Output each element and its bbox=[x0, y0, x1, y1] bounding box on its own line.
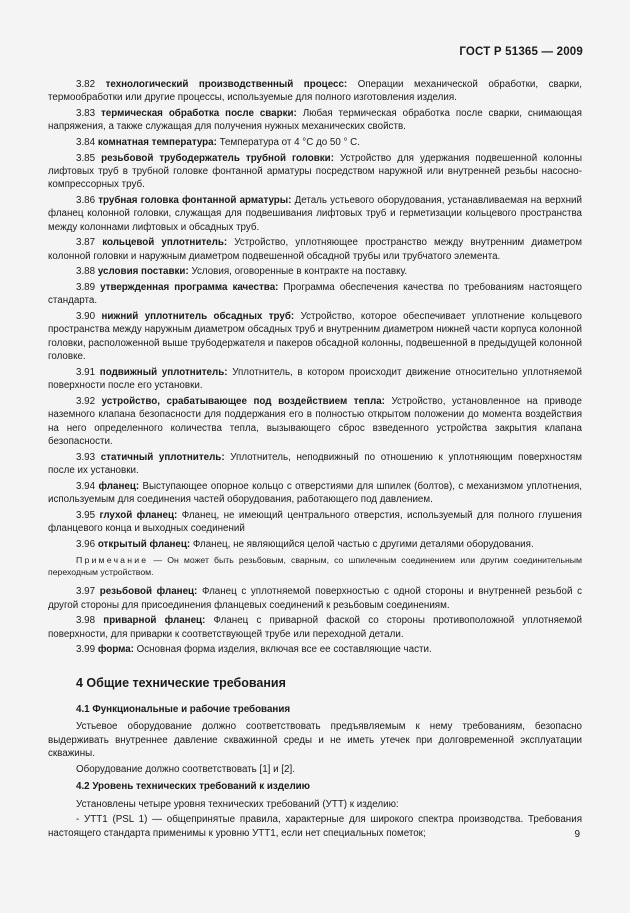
note-text: — Он может быть резьбовым, сварным, со шпилечным соединением или другим соединительным переходным устройством. bbox=[48, 555, 582, 578]
definition-text: Фланец с уплотняемой поверхностью с одной стороны и внутренней резьбой с другой стороны для присоединения фланцевых соединений к резьбовым соединениям. bbox=[48, 586, 582, 611]
definition-number: 3.87 bbox=[76, 237, 96, 249]
definition-text: Устройство, уплотняющее пространство между внутренним диаметром колонной головки и наружным диаметром подвешенной обсадной трубы или трубчатого элемента. bbox=[48, 237, 582, 262]
definition-number: 3.99 bbox=[76, 644, 96, 656]
definition-item bbox=[48, 78, 582, 105]
definition-item bbox=[48, 614, 582, 641]
definition-text: Основная форма изделия, включая все ее составляющие части. bbox=[133, 644, 432, 656]
page-number: 9 bbox=[574, 829, 580, 840]
page-content bbox=[48, 78, 582, 843]
definition-term: нижний уплотнитель обсадных труб: bbox=[101, 311, 295, 322]
definition-text: Фланец, не имеющий центрального отверстия, используемый для полного глушения фланцевого конца и выходных соединений bbox=[48, 509, 582, 535]
definition-text: Фланец, не являющийся целой частью с другими деталями оборудования. bbox=[190, 538, 534, 550]
definition-number: 3.83 bbox=[76, 108, 96, 119]
definition-item bbox=[48, 310, 582, 364]
definition-term: резьбовой трубодержатель трубной головки: bbox=[101, 152, 334, 164]
definition-number: 3.94 bbox=[76, 480, 96, 492]
definition-number: 3.84 bbox=[76, 137, 96, 148]
definition-item bbox=[48, 480, 582, 507]
definition-number: 3.97 bbox=[76, 586, 96, 598]
definition-text: Деталь устьевого оборудования, устанавливаемая на верхний фланец колонной головки, служащая для подвешивания лифтовых труб и герметизации кольцевого пространства между колоннами лифтовых и обсадных труб. bbox=[48, 195, 582, 233]
definition-text: Выступающее опорное кольцо с отверстиями для шпилек (болтов), с механизмом уплотнения, используемым для соединения частей оборудования, работающего под давлением. bbox=[48, 480, 582, 506]
definition-number: 3.98 bbox=[76, 615, 96, 627]
definition-number: 3.90 bbox=[76, 311, 96, 322]
definition-number: 3.89 bbox=[76, 282, 96, 293]
definition-term: устройство, срабатывающее под воздействием тепла: bbox=[101, 395, 385, 407]
definition-term: трубная головка фонтанной арматуры: bbox=[98, 195, 292, 206]
definition-item bbox=[48, 538, 582, 551]
definition-number: 3.91 bbox=[76, 366, 96, 378]
definition-text: Уплотнитель, неподвижный по отношению к уплотняющим поверхностям после их установки. bbox=[48, 451, 582, 477]
definition-term: форма: bbox=[97, 644, 134, 656]
definition-item bbox=[48, 451, 582, 478]
subsection-title-requirements-level: 4.2 Уровень технических требований к изделию bbox=[76, 781, 311, 793]
definition-text: Устройство для удержания подвешенной колонны лифтовых труб в трубной головке фонтанной арматуры посредством наружной или внутренней резьбы насосно-компрессорных труб. bbox=[48, 152, 582, 191]
definition-term: термическая обработка после сварки: bbox=[101, 108, 297, 119]
definition-term: комнатная температура: bbox=[97, 137, 217, 148]
definition-text: Программа обеспечения качества по требованиям настоящего стандарта. bbox=[48, 282, 582, 307]
definition-term: фланец: bbox=[98, 480, 140, 492]
definition-term: утвержденная программа качества: bbox=[100, 282, 279, 293]
definition-term: резьбовой фланец: bbox=[99, 586, 198, 598]
definition-term: технологический производственный процесс: bbox=[105, 79, 348, 90]
definitions-list bbox=[48, 78, 582, 551]
definition-text: Температура от 4 °C до 50 ° C. bbox=[216, 137, 360, 148]
standard-header: ГОСТ Р 51365 — 2009 bbox=[459, 46, 583, 58]
paragraph: Устьевое оборудование должно соответствовать предъявляемым к нему требованиям, безопасно выдерживать внутреннее давление скважинной среды и не иметь утечек при долговременной эксплуатации скважины. bbox=[48, 721, 582, 760]
section-title: 4 Общие технические требования bbox=[76, 675, 286, 690]
definition-number: 3.86 bbox=[76, 195, 96, 206]
paragraph: Оборудование должно соответствовать [1] и [2]. bbox=[76, 763, 295, 775]
definition-number: 3.95 bbox=[76, 509, 96, 521]
definition-item bbox=[48, 107, 582, 134]
definition-item bbox=[48, 281, 582, 308]
definition-item bbox=[48, 194, 582, 234]
definition-number: 3.93 bbox=[76, 451, 96, 463]
definition-text: Любая термическая обработка после сварки, снимающая напряжения, а также служащая для получения нужных механических свойств. bbox=[48, 108, 582, 133]
definition-text: Фланец с приварной фаской со стороны противоположной уплотняемой поверхности, для приварки к соответствующей трубе или переходной детали. bbox=[48, 615, 582, 640]
definition-item bbox=[48, 395, 582, 449]
note-label: Примечание bbox=[76, 555, 149, 566]
definition-text: Устройство, которое обеспечивает уплотнение кольцевого пространства между наружным диаметром обсадных труб и внутренним диаметром нижней части корпуса колонной головки, расположенной выше трубодержателя и пакеров обсадной колонны, подвешенной в предыдущей колонной головке. bbox=[48, 311, 582, 363]
definition-item bbox=[48, 265, 582, 278]
definition-term: подвижный уплотнитель: bbox=[99, 366, 228, 378]
definition-number: 3.88 bbox=[76, 266, 96, 278]
definition-number: 3.92 bbox=[76, 395, 96, 407]
definition-term: открытый фланец: bbox=[97, 538, 191, 550]
definition-item bbox=[48, 236, 582, 263]
definition-term: приварной фланец: bbox=[103, 615, 206, 627]
definitions-list-continued bbox=[48, 585, 582, 656]
definition-term: статичный уплотнитель: bbox=[100, 451, 225, 463]
definition-item bbox=[48, 643, 582, 656]
definition-item bbox=[48, 509, 582, 536]
definition-item bbox=[48, 366, 582, 393]
definition-text: Уплотнитель, в котором происходит движение относительно уплотняемой поверхности после его установки. bbox=[48, 366, 582, 392]
definition-term: кольцевой уплотнитель: bbox=[102, 237, 228, 249]
definition-number: 3.96 bbox=[76, 538, 96, 550]
definition-item bbox=[48, 152, 582, 192]
definition-term: условия поставки: bbox=[97, 266, 189, 278]
paragraph: - УТТ1 (PSL 1) — общепринятые правила, характерные для широкого спектра производства. Требования настоящего стандарта применимы к уровню УТТ1, если нет специальных пометок; bbox=[48, 814, 582, 839]
note bbox=[48, 554, 582, 578]
definition-item bbox=[48, 585, 582, 612]
definition-number: 3.85 bbox=[76, 152, 96, 164]
subsection-title-functional: 4.1 Функциональные и рабочие требования bbox=[76, 703, 291, 715]
definition-text: Операции механической обработки, сварки, термообработки или другие процессы, используемые для полного изготовления изделия. bbox=[48, 79, 582, 104]
definition-item bbox=[48, 136, 582, 149]
definition-text: Устройство, установленное на приводе наземного клапана безопасности для поддержания его в полностью открытом положении до момента воздействия на него определенного количества тепла, вызывающего сброс взведенного устройства закрытия клапана безопасности. bbox=[48, 395, 582, 448]
paragraph: Установлены четыре уровня технических требований (УТТ) к изделию: bbox=[76, 798, 399, 810]
definition-text: Условия, оговоренные в контракте на поставку. bbox=[188, 266, 408, 278]
definition-number: 3.82 bbox=[76, 79, 96, 90]
definition-term: глухой фланец: bbox=[99, 509, 178, 521]
